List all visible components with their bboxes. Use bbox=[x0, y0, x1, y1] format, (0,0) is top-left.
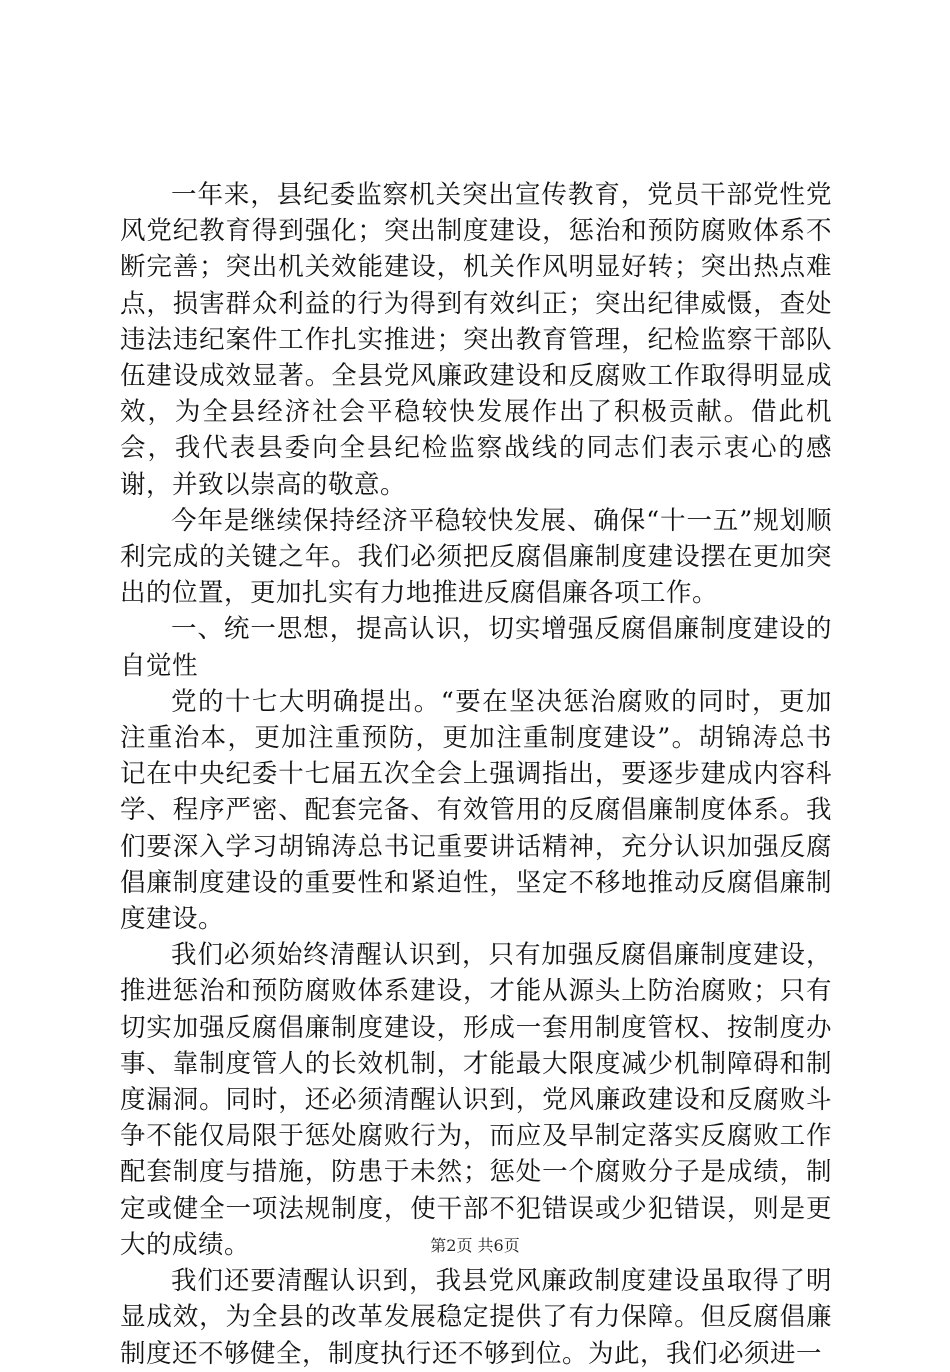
paragraph-further-awareness: 我们还要清醒认识到，我县党风廉政制度建设虽取得了明显成效，为全县的改革发展稳定提供了有力保障。但反腐倡廉制度还不够健全，制度执行还不够到位。为此，我们必须进一 bbox=[120, 1266, 832, 1369]
section-heading-one: 一、统一思想，提高认识，切实增强反腐倡廉制度建设的自觉性 bbox=[120, 614, 832, 681]
paragraph-key-year: 今年是继续保持经济平稳较快发展、确保“十一五”规划顺利完成的关键之年。我们必须把反腐倡廉制度建设摆在更加突出的位置，更加扎实有力地推进反腐倡廉各项工作。 bbox=[120, 505, 832, 609]
page-number-footer: 第2页 共6页 bbox=[430, 1236, 520, 1255]
paragraph-summary: 一年来，县纪委监察机关突出宣传教育，党员干部党性党风党纪教育得到强化；突出制度建设，惩治和预防腐败体系不断完善；突出机关效能建设，机关作风明显好转；突出热点难点，损害群众利益的行为得到有效纠正；突出纪律威慑，查处违法违纪案件工作扎实推进；突出教育管理，纪检监察干部队伍建设成效显著。全县党风廉政建设和反腐败工作取得明显成效，为全县经济社会平稳较快发展作出了积极贡献。借此机会，我代表县委向全县纪检监察战线的同志们表示衷心的感谢，并致以崇高的敬意。 bbox=[120, 180, 832, 500]
paragraph-clear-awareness: 我们必须始终清醒认识到，只有加强反腐倡廉制度建设，推进惩治和预防腐败体系建设，才能从源头上防治腐败；只有切实加强反腐倡廉制度建设，形成一套用制度管权、按制度办事、靠制度管人的长效机制，才能最大限度减少机制障碍和制度漏洞。同时，还必须清醒认识到，党风廉政建设和反腐败斗争不能仅局限于惩处腐败行为，而应及早制定落实反腐败工作配套制度与措施，防患于未然；惩处一个腐败分子是成绩，制定或健全一项法规制度，使干部不犯错误或少犯错误，则是更大的成绩。 bbox=[120, 940, 832, 1260]
document-body bbox=[120, 177, 832, 1372]
paragraph-seventeenth-congress: 党的十七大明确提出。“要在坚决惩治腐败的同时，更加注重治本，更加注重预防，更加注重制度建设”。胡锦涛总书记在中央纪委十七届五次全会上强调指出，要逐步建成内容科学、程序严密、配套完备、有效管用的反腐倡廉制度体系。我们要深入学习胡锦涛总书记重要讲话精神，充分认识加强反腐倡廉制度建设的重要性和紧迫性，坚定不移地推动反腐倡廉制度建设。 bbox=[120, 686, 832, 935]
